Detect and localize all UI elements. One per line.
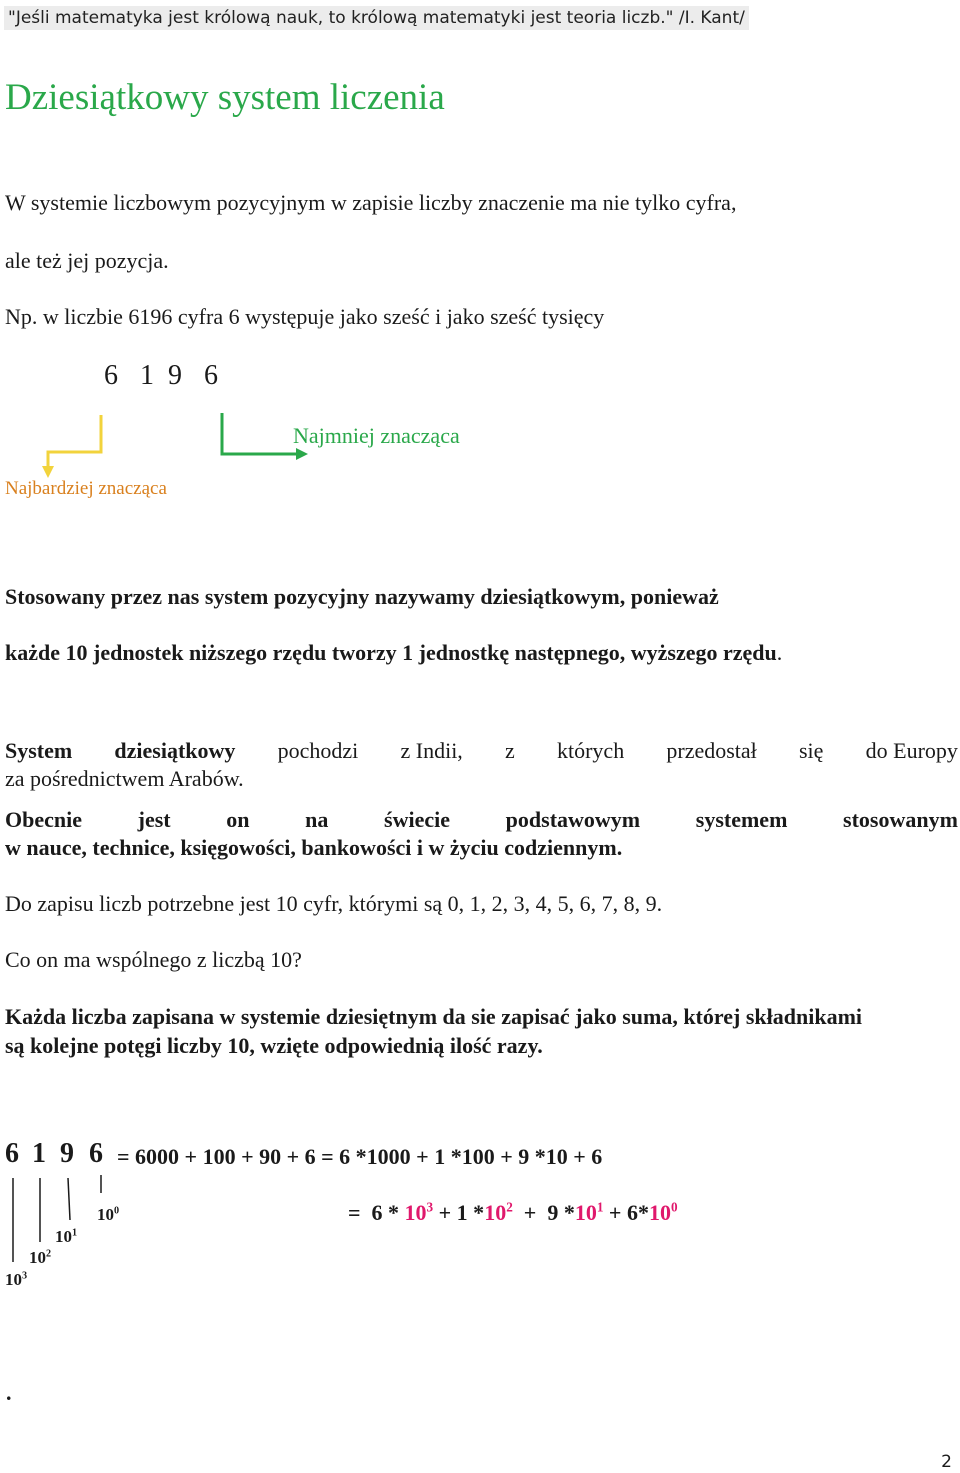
paragraph-usage-2: w nauce, technice, księgowości, bankowości i w życiu codziennym. [5,835,623,860]
digit2-6-thousands: 6 [5,1138,20,1169]
page-title: Dziesiątkowy system liczenia [5,77,445,118]
equation-line-1: = 6000 + 100 + 90 + 6 = 6 *1000 + 1 *100 + 9 *10 + 6 [117,1144,603,1169]
digit-9-tens: 9 [168,360,183,391]
equation-line-2 [348,1200,678,1226]
usage-word: systemem [695,807,788,832]
paragraph-decimal-2 [5,640,782,666]
equation-term: 10 [404,1200,427,1225]
most-significant-arrowhead [42,466,54,478]
power-10-0: $10^0$ [97,1205,120,1224]
digit2-1-hundreds: 1 [32,1138,47,1169]
usage-word: na [305,807,329,832]
digit-6-ones: 6 [204,360,219,391]
power-10-1: $10^1$ [55,1227,78,1246]
power-10-2: $10^2$ [29,1248,52,1267]
equation-exponent: 3 [426,1199,434,1215]
equation-term: = 6 * [348,1200,405,1225]
equation-term: 10 [484,1200,507,1225]
trailing-dot: . [6,1380,12,1405]
usage-word: Obecnie [5,807,82,832]
digit-1-hundreds: 1 [140,360,155,391]
origin-word: których [556,738,625,763]
paragraph-origin-2: za pośrednictwem Arabów. [5,766,244,791]
page-number: 2 [941,1452,952,1472]
origin-word: System [5,738,73,763]
least-significant-arrow [222,413,298,454]
origin-word: z [505,738,515,763]
least-significant-arrowhead [296,448,308,460]
paragraph-sum-2: są kolejne potęgi liczby 10, wzięte odpowiednią ilość razy. [5,1033,543,1058]
equation-exponent: 1 [596,1199,604,1215]
paragraph-origin-1 [5,738,958,764]
digit2-9-tens: 9 [60,1138,75,1169]
origin-word: pochodzi [277,738,359,763]
paragraph-positional-2: ale też jej pozycja. [5,248,169,273]
origin-word: do Europy [865,738,958,763]
paragraph-decimal-2-dot: . [776,640,783,665]
usage-word: podstawowym [505,807,641,832]
usage-word: on [226,807,250,832]
origin-word: dziesiątkowy [114,738,236,763]
origin-word: z Indii, [400,738,463,763]
paragraph-question: Co on ma wspólnego z liczbą 10? [5,947,302,972]
usage-word: stosowanym [843,807,958,832]
paragraph-digits: Do zapisu liczb potrzebne jest 10 cyfr, którymi są 0, 1, 2, 3, 4, 5, 6, 7, 8, 9. [5,891,663,916]
equation-exponent: 0 [670,1199,678,1215]
equation-term: + 1 * [433,1200,485,1225]
line-tens [68,1178,70,1220]
paragraph-example: Np. w liczbie 6196 cyfra 6 występuje jako sześć i jako sześć tysięcy [5,304,605,329]
equation-term: + 6* [603,1200,649,1225]
paragraph-sum-1: Każda liczba zapisana w systemie dziesiętnym da sie zapisać jako suma, której składnikami [5,1004,863,1029]
digit-6-thousands: 6 [104,360,119,391]
equation-term: 10 [648,1200,671,1225]
origin-word: przedostał [666,738,757,763]
most-significant-arrow [48,415,101,468]
usage-word: świecie [384,807,451,832]
least-significant-label: Najmniej znacząca [293,423,460,448]
paragraph-decimal-2-text: każde 10 jednostek niższego rzędu tworzy 1 jednostkę następnego, wyższego rzędu [5,640,777,665]
most-significant-label: Najbardziej znacząca [5,478,167,499]
equation-term: + 9 * [512,1200,575,1225]
digit2-6-ones: 6 [89,1138,104,1169]
equation-term: 10 [574,1200,597,1225]
usage-word: jest [137,807,171,832]
kant-quote: "Jeśli matematyka jest królową nauk, to królową matematyki jest teoria liczb." /I. Kant/ [4,6,749,30]
paragraph-decimal-1: Stosowany przez nas system pozycyjny nazywamy dziesiątkowym, ponieważ [5,584,719,609]
power-10-3: $10^3$ [5,1270,28,1289]
paragraph-usage-1 [5,807,958,833]
origin-word: się [799,738,824,763]
paragraph-positional-1: W systemie liczbowym pozycyjnym w zapisie liczby znaczenie ma nie tylko cyfra, [5,190,737,215]
equation-exponent: 2 [506,1199,513,1215]
